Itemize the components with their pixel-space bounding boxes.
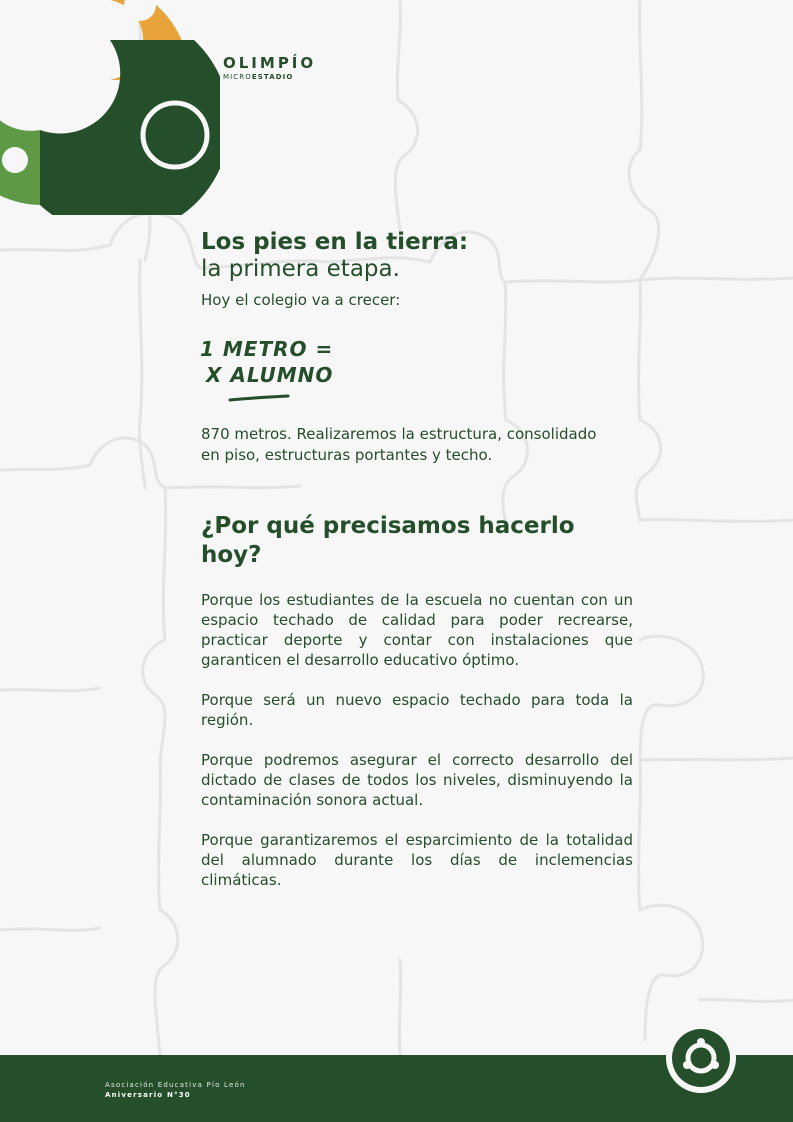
reason-paragraph: Porque garantizaremos el esparcimiento de la totalidad del alumnado durante los días de inclemencias climáticas. xyxy=(201,831,633,889)
puzzle-ring-logo-icon xyxy=(0,0,220,215)
section1-subtitle: la primera etapa. xyxy=(201,256,400,282)
section2-body xyxy=(201,590,633,910)
brand-logo xyxy=(223,54,343,82)
reason-paragraph: Porque los estudiantes de la escuela no cuentan con un espacio techado de calidad para poder recrearse, practicar deporte y contar con instalaciones que garanticen el desarrollo educativo óptimo. xyxy=(201,591,633,669)
handwritten-slogan xyxy=(200,334,340,406)
slogan-line-1: 1 METRO = xyxy=(200,337,334,361)
section-first-stage xyxy=(201,228,633,310)
section1-title: Los pies en la tierra: xyxy=(201,229,469,255)
brand-sub-prefix: MICRO xyxy=(223,73,252,81)
reason-paragraph: Porque podremos asegurar el correcto desarrollo del dictado de clases de todos los niveles, disminuyendo la contaminación sonora actual. xyxy=(201,751,633,809)
section1-intro: Hoy el colegio va a crecer: xyxy=(201,291,401,309)
reason-paragraph: Porque será un nuevo espacio techado para toda la región. xyxy=(201,691,633,729)
community-circle-icon xyxy=(664,1021,738,1095)
slogan-underline xyxy=(230,396,288,400)
brand-subtitle xyxy=(223,73,343,82)
brand-sub-suffix: ESTADIO xyxy=(251,73,294,81)
section1-paragraph: 870 metros. Realizaremos la estructura, consolidado en piso, estructuras portantes y techo. xyxy=(201,425,597,464)
brand-name: OLIMPÍO xyxy=(223,54,317,72)
footer-organization: Asociación Educativa Pío León xyxy=(105,1081,246,1089)
section2-title: ¿Por qué precisamos hacerlo hoy? xyxy=(201,513,575,568)
slogan-line-2: X ALUMNO xyxy=(206,363,334,387)
footer-anniversary: Aniversario N°30 xyxy=(105,1091,191,1099)
